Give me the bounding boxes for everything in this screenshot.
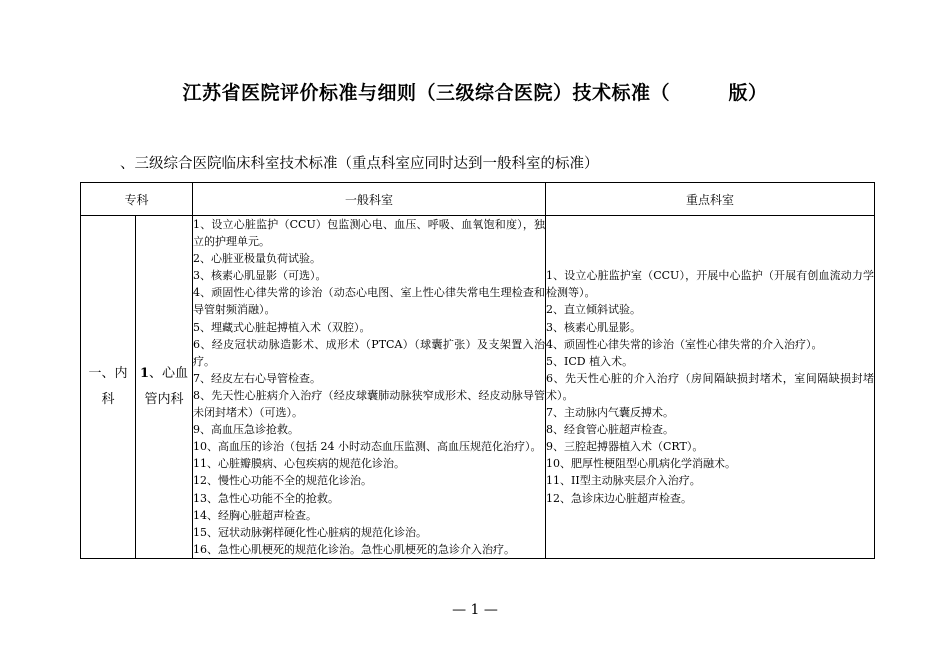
list-item: 2、直立倾斜试验。	[546, 303, 642, 317]
list-item: 1、设立心脏监护（CCU）包监测心电、血压、呼吸、血氧饱和度），独立的护理单元。	[193, 218, 546, 249]
key-items-cell	[546, 216, 875, 559]
list-item: 6、先天性心脏的介入治疗（房间隔缺损封堵术，室间隔缺损封堵术）。	[546, 371, 875, 402]
subdepartment-line-1	[136, 361, 192, 387]
page-number: — 1 —	[452, 602, 498, 618]
section-subtitle: 、三级综合医院临床科室技术标准（重点科室应同时达到一般科室的标准）	[120, 156, 599, 172]
department-line-1: 一、内	[88, 365, 128, 381]
list-item: 4、顽固性心律失常的诊治（室性心律失常的介入治疗）。	[546, 337, 823, 351]
list-item: 15、冠状动脉粥样硬化性心脏病的规范化诊治。	[193, 525, 428, 539]
list-item: 7、主动脉内气囊反搏术。	[546, 406, 675, 420]
department-line-2: 科	[101, 391, 115, 407]
list-item: 11、心脏瓣膜病、心包疾病的规范化诊治。	[193, 457, 406, 471]
list-item: 9、三腔起搏器植入术（CRT）。	[546, 440, 704, 454]
header-key-department: 重点科室	[546, 183, 875, 216]
subdepartment-line-2: 管内科	[144, 391, 184, 407]
table-header-row	[81, 183, 875, 216]
list-item: 3、核素心肌显影（可选）。	[193, 269, 327, 283]
list-item: 6、经皮冠状动脉造影术、成形术（PTCA）（球囊扩张）及支架置入治疗。	[193, 337, 546, 368]
list-item: 3、核素心肌显影。	[546, 320, 642, 334]
list-item: 11、II型主动脉夹层介入治疗。	[546, 474, 701, 488]
list-item: 10、高血压的诊治（包括 24 小时动态血压监测、高血压规范化治疗）。	[193, 440, 542, 454]
subdepartment-number: 1	[139, 365, 150, 381]
list-item: 13、急性心功能不全的抢救。	[193, 491, 340, 505]
subdepartment-cell	[136, 216, 193, 559]
list-item: 9、高血压急诊抢救。	[193, 423, 300, 437]
list-item: 16、急性心肌梗死的规范化诊治。急性心肌梗死的急诊介入治疗。	[193, 542, 516, 556]
subdepartment-line-1-text: 、心血	[149, 365, 189, 381]
list-item: 12、慢性心功能不全的规范化诊治。	[193, 474, 373, 488]
list-item: 12、急诊床边心脏超声检查。	[546, 491, 693, 505]
list-item: 2、心脏亚极量负荷试验。	[193, 252, 322, 266]
document-title: 江苏省医院评价标准与细则（三级综合医院）技术标准（ 版）	[182, 82, 768, 104]
list-item: 5、ICD 植入术。	[546, 354, 634, 368]
list-item: 8、经食管心脏超声检查。	[546, 423, 675, 437]
general-items-list	[193, 216, 545, 558]
key-items-list	[546, 267, 874, 506]
list-item: 4、顽固性心律失常的诊治（动态心电图、室上性心律失常电生理检查和导管射频消融）。	[193, 286, 546, 317]
list-item: 1、设立心脏监护室（CCU），开展中心监护（开展有创血流动力学检测等）。	[546, 269, 875, 300]
general-items-cell	[193, 216, 546, 559]
list-item: 10、肥厚性梗阻型心肌病化学消融术。	[546, 457, 737, 471]
list-item: 7、经皮左右心导管检查。	[193, 371, 322, 385]
list-item: 5、埋藏式心脏起搏植入术（双腔）。	[193, 320, 371, 334]
department-cell	[81, 216, 136, 559]
list-item: 8、先天性心脏病介入治疗（经皮球囊肺动脉狭窄成形术、经皮动脉导管未闭封堵术）（可选）。	[193, 388, 546, 420]
header-general-department: 一般科室	[193, 183, 546, 216]
header-specialty: 专科	[81, 183, 193, 216]
standards-table	[80, 182, 875, 559]
table-row	[81, 216, 875, 559]
list-item: 14、经胸心脏超声检查。	[193, 508, 318, 522]
